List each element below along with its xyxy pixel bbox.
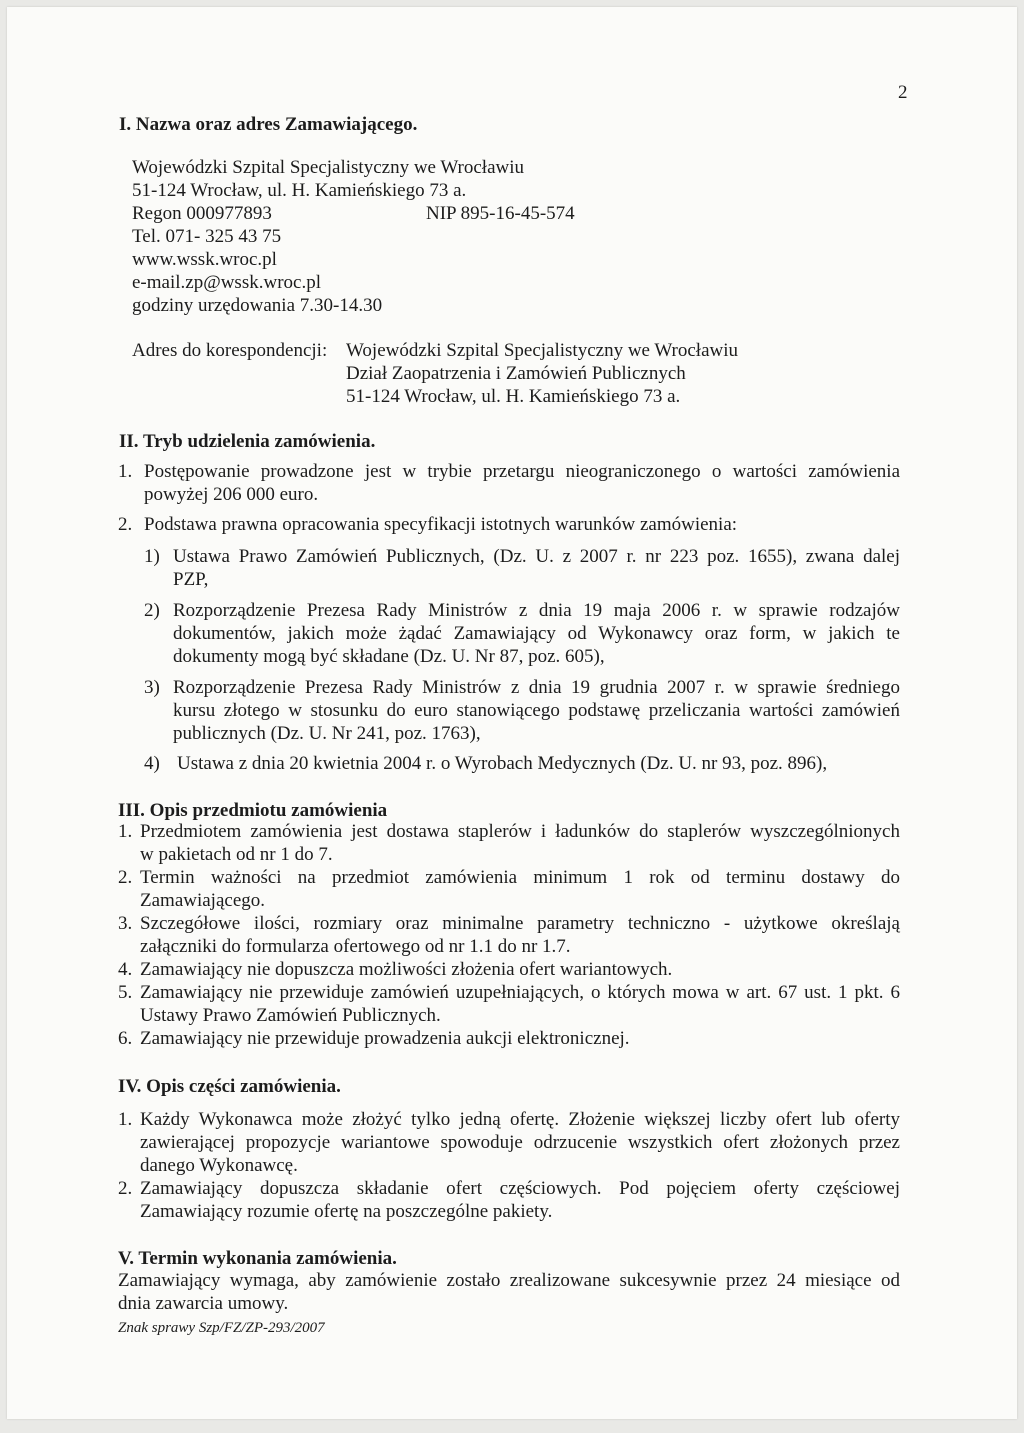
website: www.wssk.wroc.pl — [132, 249, 277, 270]
correspondence-line-3: 51-124 Wrocław, ul. H. Kamieńskiego 73 a. — [346, 386, 681, 407]
nip: NIP 895-16-45-574 — [426, 203, 575, 224]
list-item-text: Zamawiający rozumie ofertę na poszczególne pakiety. — [140, 1201, 553, 1222]
item-number: 2. — [118, 514, 133, 535]
item-number: 6. — [118, 1028, 133, 1049]
sub-item-text: publicznych (Dz. U. Nr 241, poz. 1763), — [173, 723, 481, 744]
sub-item-number: 4) — [144, 753, 160, 774]
list-item-text: Zamawiający dopuszcza składanie ofert częściowych. Pod pojęciem oferty częściowej — [140, 1178, 900, 1199]
document-page — [7, 7, 1017, 1419]
item-number: 5. — [118, 982, 133, 1003]
list-item-text: załączniki do formularza ofertowego od nr 1.1 do nr 1.7. — [140, 936, 571, 957]
page-number: 2 — [898, 82, 908, 103]
case-reference: Znak sprawy Szp/FZ/ZP-293/2007 — [118, 1320, 325, 1336]
sub-item-text: dokumenty mogą być składane (Dz. U. Nr 87, poz. 605), — [173, 646, 605, 667]
regon: Regon 000977893 — [132, 203, 272, 224]
hospital-name: Wojewódzki Szpital Specjalistyczny we Wrocławiu — [132, 157, 525, 178]
list-item-text: zawierającej propozycje wariantowe spowoduje odrzucenie wszystkich ofert złożonych przez — [140, 1132, 900, 1153]
item-number: 3. — [118, 913, 133, 934]
list-item-text: Zamawiający nie dopuszcza możliwości złożenia ofert wariantowych. — [140, 959, 673, 980]
sub-item-text: dokumentów, jakich może żądać Zamawiający od Wykonawcy oraz form, w jakich te — [173, 623, 900, 644]
sub-item-text: kursu złotego w stosunku do euro stanowiącego podstawę przeliczania wartości zamówień — [173, 700, 900, 721]
list-item-text: Zamawiającego. — [140, 890, 266, 911]
list-item-text: Przedmiotem zamówienia jest dostawa staplerów i ładunków do staplerów wyszczególnionych — [140, 821, 900, 842]
list-item-text: Szczegółowe ilości, rozmiary oraz minimalne parametry techniczno - użytkowe określają — [140, 913, 900, 934]
correspondence-line-2: Dział Zaopatrzenia i Zamówień Publicznych — [346, 363, 686, 384]
list-item-text: Postępowanie prowadzone jest w trybie przetargu nieograniczonego o wartości zamówienia — [144, 461, 900, 482]
list-item-text: Ustawy Prawo Zamówień Publicznych. — [140, 1005, 441, 1026]
section-2-heading: II. Tryb udzielenia zamówienia. — [119, 431, 376, 452]
office-hours: godziny urzędowania 7.30-14.30 — [132, 295, 383, 316]
section-5-text: dnia zawarcia umowy. — [118, 1293, 289, 1314]
list-item-text: Zamawiający nie przewiduje prowadzenia aukcji elektronicznej. — [140, 1028, 630, 1049]
sub-item-number: 1) — [144, 546, 160, 567]
list-item-text: Zamawiający nie przewiduje zamówień uzupełniających, o których mowa w art. 67 ust. 1 pkt. 6 — [140, 982, 900, 1003]
item-number: 2. — [118, 867, 133, 888]
list-item-text: danego Wykonawcę. — [140, 1155, 298, 1176]
sub-item-text: Rozporządzenie Prezesa Rady Ministrów z dnia 19 maja 2006 r. w sprawie rodzajów — [173, 600, 900, 621]
item-number: 4. — [118, 959, 133, 980]
section-5-heading: V. Termin wykonania zamówienia. — [118, 1248, 397, 1269]
section-4-heading: IV. Opis części zamówienia. — [118, 1076, 341, 1097]
item-number: 2. — [118, 1178, 133, 1199]
correspondence-line-1: Wojewódzki Szpital Specjalistyczny we Wrocławiu — [346, 340, 739, 361]
sub-item-text: Rozporządzenie Prezesa Rady Ministrów z dnia 19 grudnia 2007 r. w sprawie średniego — [173, 677, 900, 698]
email: e-mail.zp@wssk.wroc.pl — [132, 272, 321, 293]
sub-item-text: Ustawa z dnia 20 kwietnia 2004 r. o Wyrobach Medycznych (Dz. U. nr 93, poz. 896), — [177, 753, 828, 774]
sub-item-number: 3) — [144, 677, 160, 698]
section-1-heading: I. Nazwa oraz adres Zamawiającego. — [119, 114, 418, 135]
list-item-text: Każdy Wykonawca może złożyć tylko jedną ofertę. Złożenie większej liczby ofert lub oferty — [140, 1109, 900, 1130]
list-item-text: w pakietach od nr 1 do 7. — [140, 844, 333, 865]
section-5-text: Zamawiający wymaga, aby zamówienie zostało zrealizowane sukcesywnie przez 24 miesiące od — [118, 1270, 900, 1291]
sub-item-text: PZP, — [173, 569, 209, 590]
sub-item-text: Ustawa Prawo Zamówień Publicznych, (Dz. U. z 2007 r. nr 223 poz. 1655), zwana dalej — [173, 546, 900, 567]
item-number: 1. — [118, 821, 133, 842]
hospital-address: 51-124 Wrocław, ul. H. Kamieńskiego 73 a. — [132, 180, 467, 201]
sub-item-number: 2) — [144, 600, 160, 621]
item-number: 1. — [118, 461, 133, 482]
section-3-heading: III. Opis przedmiotu zamówienia — [118, 800, 388, 821]
telephone: Tel. 071- 325 43 75 — [132, 226, 282, 247]
list-item-text: Termin ważności na przedmiot zamówienia minimum 1 rok od terminu dostawy do — [140, 867, 900, 888]
item-number: 1. — [118, 1109, 133, 1130]
correspondence-label: Adres do korespondencji: — [132, 340, 328, 361]
list-item-text: powyżej 206 000 euro. — [144, 484, 319, 505]
list-item-text: Podstawa prawna opracowania specyfikacji istotnych warunków zamówienia: — [144, 514, 738, 535]
